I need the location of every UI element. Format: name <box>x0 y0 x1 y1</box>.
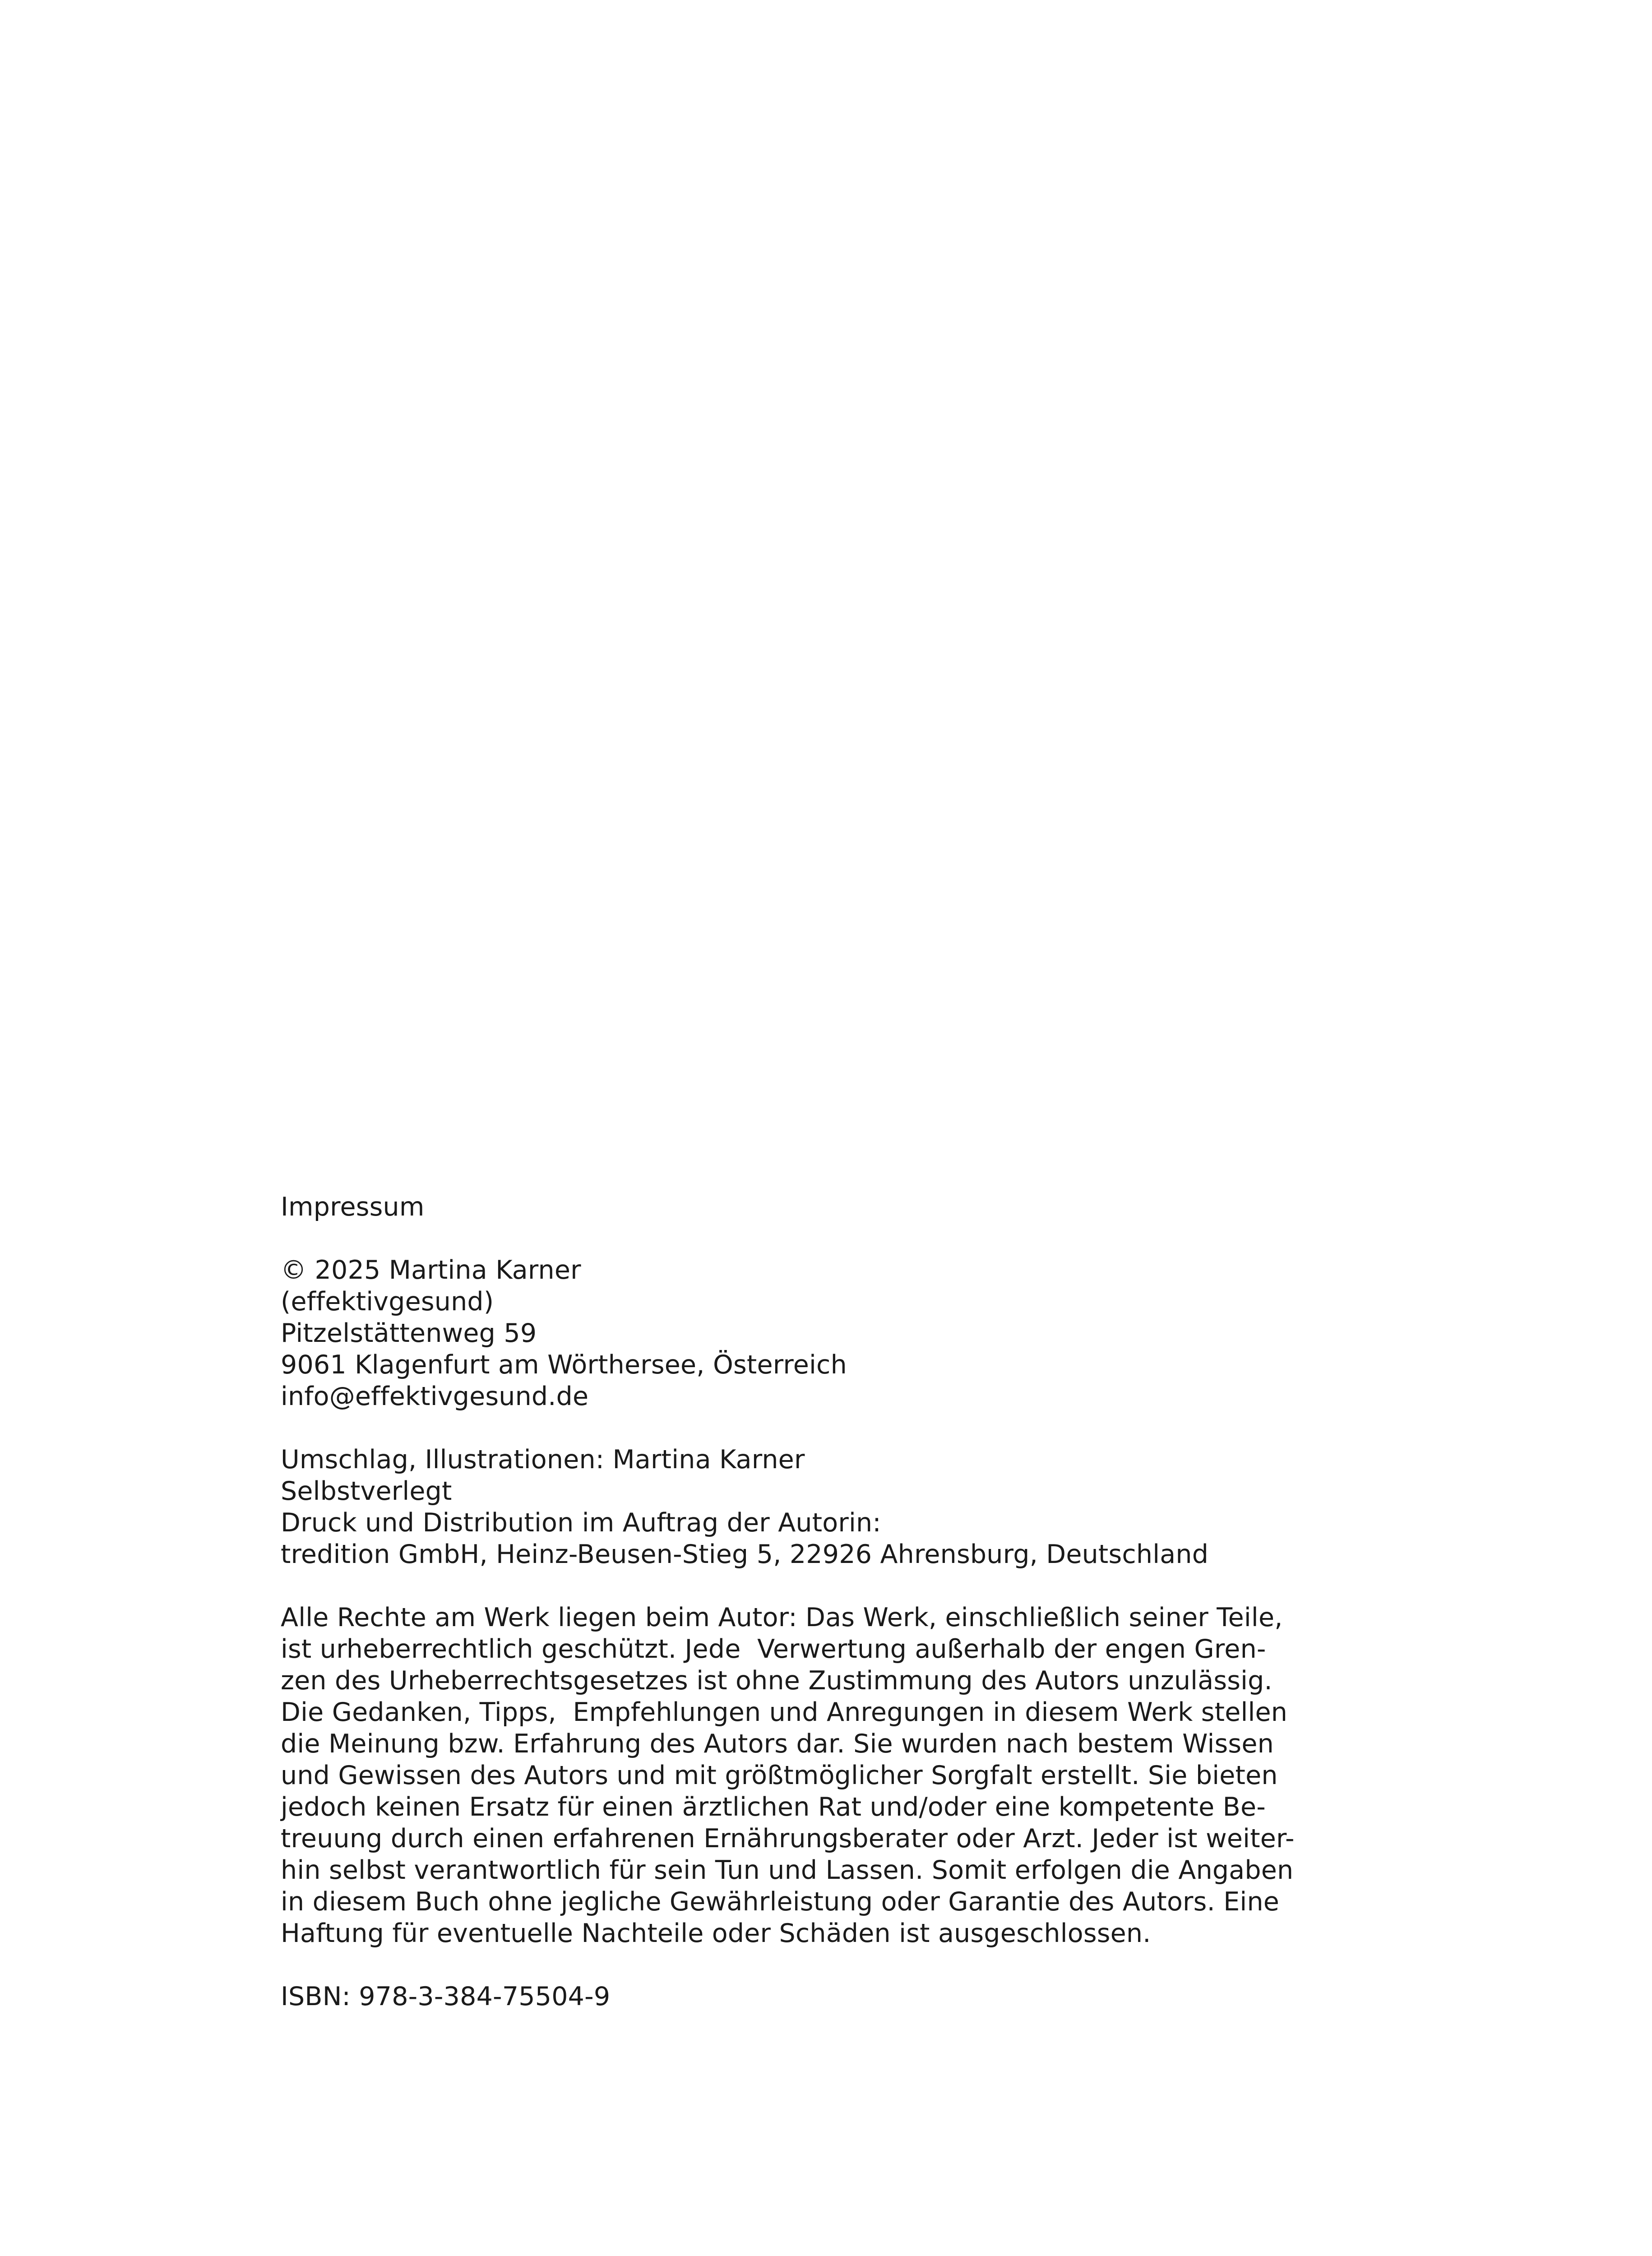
disclaimer-line: zen des Urheberrechtsgesetzes ist ohne Zustimmung des Autors unzulässig. <box>281 1666 1273 1696</box>
print-distribution-line: Druck und Distribution im Auftrag der Autorin: <box>281 1508 881 1538</box>
disclaimer-line: Die Gedanken, Tipps, Empfehlungen und Anregungen in diesem Werk stellen <box>281 1697 1288 1727</box>
publisher-address <box>281 1254 1364 1412</box>
disclaimer-line: Haftung für eventuelle Nachteile oder Schäden ist ausgeschlossen. <box>281 1919 1151 1948</box>
disclaimer-line: Alle Rechte am Werk liegen beim Autor: Das Werk, einschließlich seiner Teile, <box>281 1603 1283 1632</box>
email-line: info@effektivgesund.de <box>281 1382 589 1411</box>
rights-disclaimer <box>281 1602 1364 1949</box>
disclaimer-line: in diesem Buch ohne jegliche Gewährleistung oder Garantie des Autors. Eine <box>281 1887 1280 1917</box>
imprint-heading: Impressum <box>281 1192 425 1222</box>
imprint-block <box>281 1191 1364 2012</box>
isbn-line: ISBN: 978-3-384-75504-9 <box>281 1982 611 2011</box>
cover-credit-line: Umschlag, Illustrationen: Martina Karner <box>281 1445 805 1475</box>
brand-line: (effektivgesund) <box>281 1287 494 1317</box>
disclaimer-line: jedoch keinen Ersatz für einen ärztlichen Rat und/oder eine kompetente Be- <box>281 1792 1266 1822</box>
spacer <box>281 1570 1364 1602</box>
street-line: Pitzelstättenweg 59 <box>281 1318 537 1348</box>
city-line: 9061 Klagenfurt am Wörthersee, Österreich <box>281 1350 847 1380</box>
self-published-line: Selbstverlegt <box>281 1476 452 1506</box>
disclaimer-line: und Gewissen des Autors und mit größtmöglicher Sorgfalt erstellt. Sie bieten <box>281 1761 1278 1790</box>
disclaimer-line: ist urheberrechtlich geschützt. Jede Verwertung außerhalb der engen Gren- <box>281 1634 1266 1664</box>
spacer <box>281 1412 1364 1444</box>
spacer <box>281 1949 1364 1981</box>
spacer <box>281 1223 1364 1254</box>
disclaimer-line: die Meinung bzw. Erfahrung des Autors dar. Sie wurden nach bestem Wissen <box>281 1729 1274 1759</box>
production-info <box>281 1444 1364 1570</box>
copyright-line: © 2025 Martina Karner <box>281 1255 581 1285</box>
disclaimer-line: hin selbst verantwortlich für sein Tun und Lassen. Somit erfolgen die Angaben <box>281 1855 1294 1885</box>
disclaimer-line: treuung durch einen erfahrenen Ernährungsberater oder Arzt. Jeder ist weiter- <box>281 1824 1295 1854</box>
printer-address-line: tredition GmbH, Heinz-Beusen-Stieg 5, 22926 Ahrensburg, Deutschland <box>281 1539 1209 1569</box>
